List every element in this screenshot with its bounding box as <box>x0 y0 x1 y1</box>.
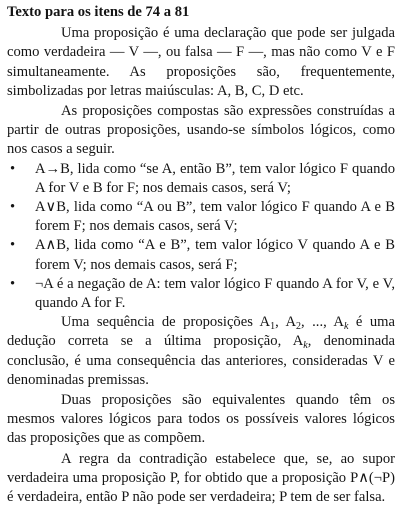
paragraph-proposition-definition: Uma proposição é uma declaração que pode ser julgada como verdadeira — V —, ou falsa — F —, mas não como V e F simultaneamente. As proposições são, frequentemente, simbolizadas por letras maiúsculas: A, B, C, D etc. <box>7 25 395 99</box>
bullet-icon: • <box>10 160 16 177</box>
logic-symbols-list <box>7 160 395 314</box>
paragraph-contradiction-rule: A regra da contradição estabelece que, se, ao supor verdadeira uma proposição P, for obtido que a proposição P∧(¬P) é verdadeira, então P não pode ser verdadeira; P tem de ser falsa. <box>7 450 395 506</box>
paragraph-equivalence: Duas proposições são equivalentes quando têm os mesmos valores lógicos para todos os possíveis valores lógicos das proposições que as compõem. <box>7 392 395 447</box>
bullet-icon: • <box>10 275 16 292</box>
list-item-conjunction: • A∧B, lida como “A e B”, tem valor lógico V quando A e B forem V; nos demais casos, será F; <box>10 237 395 273</box>
list-item-implication: • A→B, lida como “se A, então B”, tem valor lógico F quando A for V e B for F; nos demais casos, será V; <box>10 160 395 196</box>
paragraph-deduction: Uma sequência de proposições $A_1$, $A_2$, ..., $A_k$ é uma dedução correta se a última proposição, $A_k$, denominada conclusão, é uma consequência das anteriores, consideradas V e denominadas premissas. <box>7 314 396 388</box>
bullet-icon: • <box>10 237 16 254</box>
bullet-icon: • <box>10 199 16 216</box>
list-item-negation: • ¬A é a negação de A: tem valor lógico F quando A for V, e V, quando A for F. <box>10 275 395 312</box>
paragraph-compound-propositions: As proposições compostas são expressões construídas a partir de outras proposições, usando-se símbolos lógicos, como nos casos a seguir. <box>7 103 395 158</box>
list-item-disjunction: • A∨B, lida como “A ou B”, tem valor lógico F quando A e B forem F; nos demais casos, será V; <box>10 199 395 235</box>
section-title: Texto para os itens de 74 a 81 <box>7 4 190 20</box>
